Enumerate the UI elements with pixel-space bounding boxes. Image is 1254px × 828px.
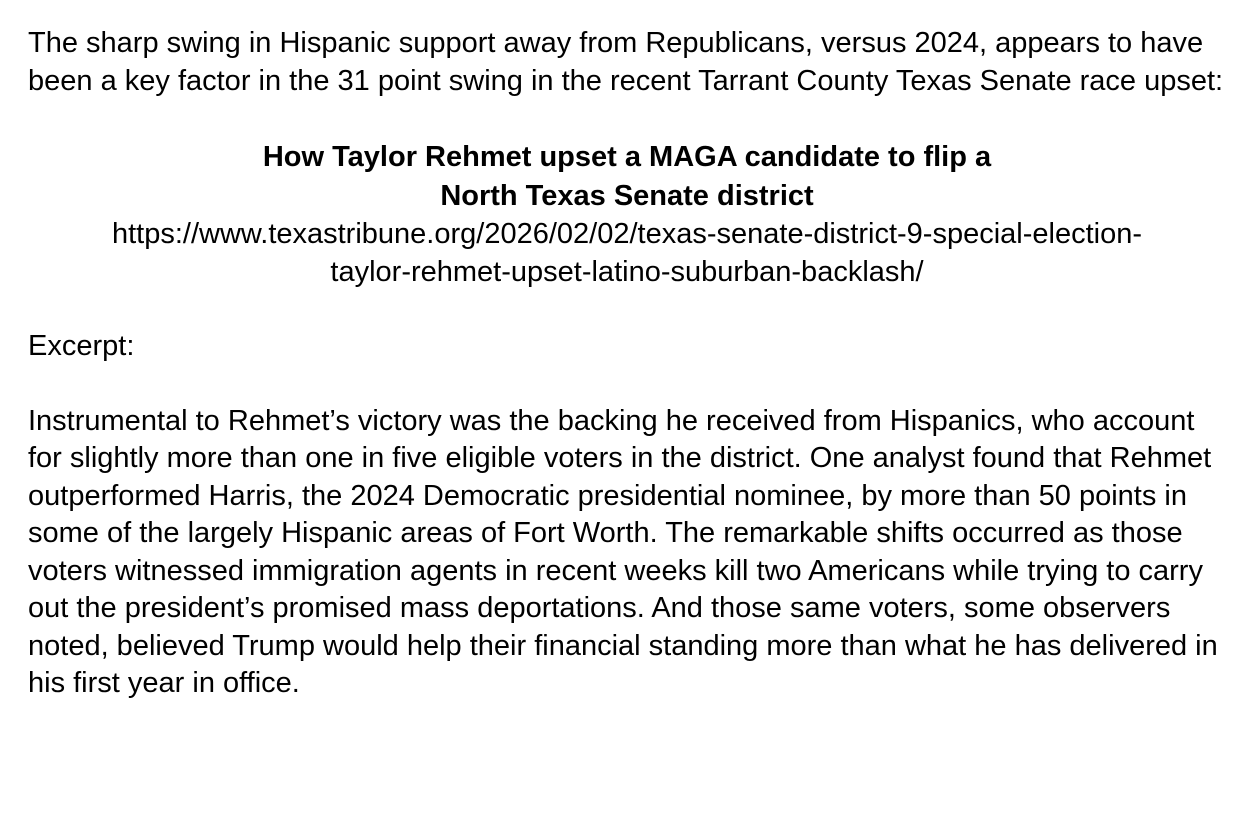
- article-headline-line-1: How Taylor Rehmet upset a MAGA candidate to flip a: [262, 141, 992, 173]
- article-citation: [28, 138, 1226, 291]
- excerpt-label: Excerpt:: [28, 330, 135, 362]
- article-url-line-1: https://www.texastribune.org/2026/02/02/texas-senate-district-9-special-election-: [111, 218, 1142, 250]
- excerpt-paragraph: Instrumental to Rehmet’s victory was the backing he received from Hispanics, who account for slightly more than one in five eligible voters in the district. One analyst found that Rehmet outperformed Harris, the 2024 Democratic presidential nominee, by more than 50 points in some of the largely Hispanic areas of Fort Worth. The remarkable shifts occurred as those voters witnessed immigration agents in recent weeks kill two Americans while trying to carry out the president’s promised mass deportations. And those same voters, some observers noted, believed Trump would help their financial standing more than what he has delivered in his first year in office.: [28, 404, 1218, 699]
- article-headline-line-2: North Texas Senate district: [440, 180, 814, 212]
- intro-paragraph: The sharp swing in Hispanic support away from Republicans, versus 2024, appears to have been a key factor in the 31 point swing in the recent Tarrant County Texas Senate race upset:: [28, 27, 1224, 97]
- document-body: [28, 25, 1226, 703]
- article-url-line-2: taylor-rehmet-upset-latino-suburban-backlash/: [330, 255, 924, 288]
